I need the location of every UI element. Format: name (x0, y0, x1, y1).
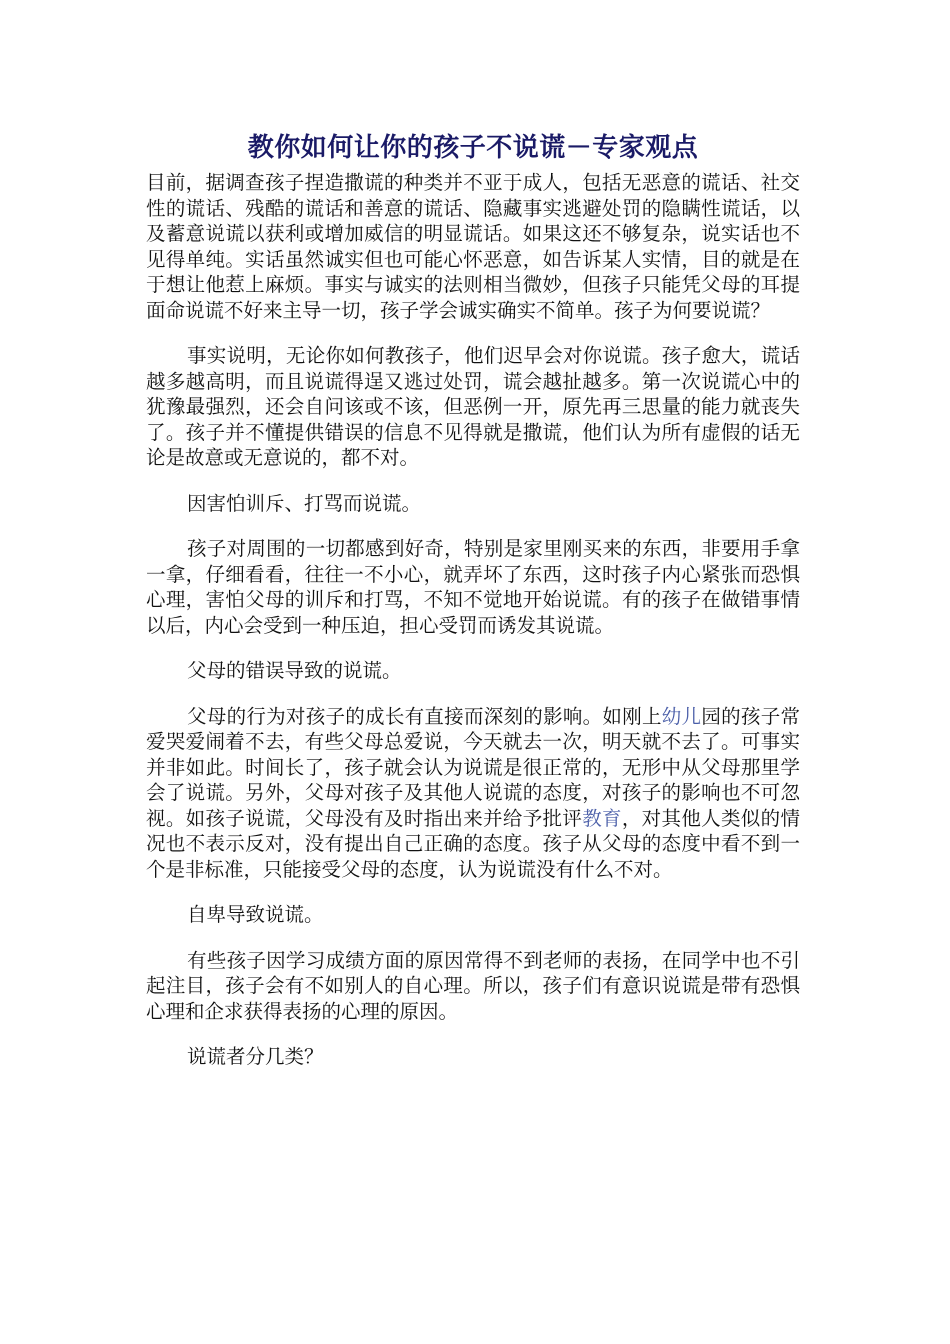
paragraph-parent-influence (146, 704, 800, 883)
kindergarten-link[interactable]: 幼儿 (661, 704, 702, 728)
heading-inferiority: 自卑导致说谎。 (187, 903, 324, 926)
paragraph-segment: 园的孩子常爱哭爱闹着不去，有些父母总爱说，今天就去一次，明天就不去了。可事实并非如此。时间长了，孩子就会认为说谎是很正常的，无形中从父母那里学会了说谎。另外，父母对孩子及其他人说谎的态度，对孩子的影响也不可忽视。如孩子说谎，父母没有及时指出来并给予批评 (146, 704, 800, 830)
paragraph-intro: 目前，据调查孩子捏造撒谎的种类并不亚于成人，包括无恶意的谎话、社交性的谎话、残酷的谎话和善意的谎话、隐藏事实逃避处罚的隐瞒性谎话，以及蓄意说谎以获利或增加威信的明显谎话。如果这还不够复杂，说实话也不见得单纯。实话虽然诚实但也可能心怀恶意，如告诉某人实情，目的就是在于想让他惹上麻烦。事实与诚实的法则相当微妙，但孩子只能凭父母的耳提面命说谎不好来主导一切，孩子学会诚实确实不简单。孩子为何要说谎？ (146, 171, 800, 322)
education-link[interactable]: 教育 (582, 806, 622, 830)
page-title: 教你如何让你的孩子不说谎－专家观点 (247, 133, 699, 163)
heading-liar-types: 说谎者分几类？ (187, 1045, 324, 1068)
heading-fear-of-punishment: 因害怕训斥、打骂而说谎。 (187, 491, 422, 515)
heading-parent-mistakes: 父母的错误导致的说谎。 (187, 659, 402, 682)
paragraph-segment: 父母的行为对孩子的成长有直接而深刻的影响。如刚上 (187, 704, 662, 728)
document-page (146, 128, 800, 1090)
paragraph-curiosity: 孩子对周围的一切都感到好奇，特别是家里刚买来的东西，非要用手拿一拿，仔细看看，往往一不小心，就弄坏了东西，这时孩子内心紧张而恐惧心理，害怕父母的训斥和打骂，不知不觉地开始说谎。有的孩子在做错事情以后，内心会受到一种压迫，担心受罚而诱发其说谎。 (146, 537, 800, 637)
paragraph-lying-fact: 事实说明，无论你如何教孩子，他们迟早会对你说谎。孩子愈大，谎话越多越高明，而且说谎得逞又逃过处罚，谎会越扯越多。第一次说谎心中的犹豫最强烈，还会自问该或不该，但恶例一开，原先再三思量的能力就丧失了。孩子并不懂提供错误的信息不见得就是撒谎，他们认为所有虚假的话无论是故意或无意说的，都不对。 (146, 344, 800, 469)
paragraph-segment: ，对其他人类似的情况也不表示反对，没有提出自己正确的态度。孩子从父母的态度中看不到一个是非标准，只能接受父母的态度，认为说谎没有什么不对。 (146, 806, 800, 881)
paragraph-praise-seeking: 有些孩子因学习成绩方面的原因常得不到老师的表扬，在同学中也不引起注目，孩子会有不如别人的自心理。所以，孩子们有意识说谎是带有恐惧心理和企求获得表扬的心理的原因。 (146, 948, 800, 1023)
